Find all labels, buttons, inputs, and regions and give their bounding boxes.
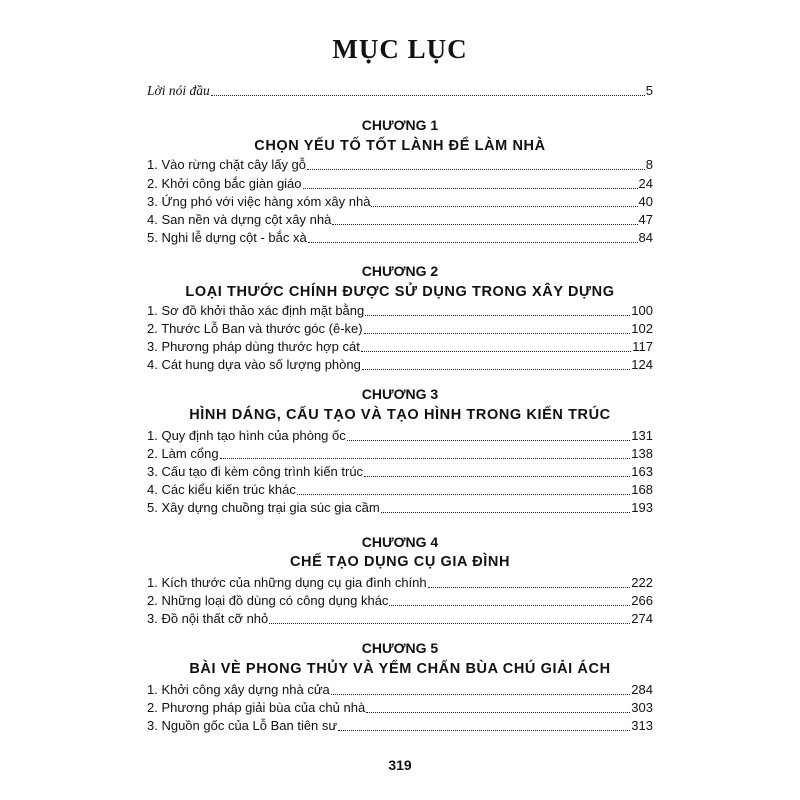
chapter-5-title: BÀI VÈ PHONG THỦY VÀ YỂM CHẤN BÙA CHÚ GIẢI ÁCH <box>189 661 611 677</box>
toc-entry[interactable] <box>147 194 653 210</box>
dot-leader <box>308 241 638 243</box>
toc-entry[interactable] <box>147 718 653 734</box>
toc-entry-label: 4. Cát hung dựa vào số lượng phòng <box>147 357 361 372</box>
dot-leader <box>338 729 630 731</box>
toc-entry-label: 1. Kích thước của những dụng cụ gia đình chính <box>147 575 427 590</box>
toc-entry[interactable] <box>147 500 653 516</box>
toc-entry-label: 1. Sơ đồ khởi thảo xác định mặt bằng <box>147 303 365 318</box>
toc-entry-page: 266 <box>631 593 653 608</box>
toc-entry-label: 3. Nguồn gốc của Lỗ Ban tiên sư <box>147 718 338 733</box>
toc-entry-page: 5 <box>645 83 653 98</box>
toc-entry[interactable] <box>147 230 653 246</box>
toc-entry-page: 274 <box>631 611 653 626</box>
toc-entry-label: 3. Ứng phó với việc hàng xóm xây nhà <box>147 194 371 209</box>
toc-entry[interactable] <box>147 593 653 609</box>
page-title: MỤC LỤC <box>332 34 468 64</box>
chapter-1-label: CHƯƠNG 1 <box>361 117 439 133</box>
chapter-5-label: CHƯƠNG 5 <box>361 640 439 656</box>
dot-leader <box>364 332 631 334</box>
dot-leader <box>220 457 631 459</box>
toc-entry[interactable] <box>147 157 653 173</box>
toc-entry[interactable] <box>147 482 653 498</box>
toc-entry-page: 168 <box>631 482 653 497</box>
dot-leader <box>211 94 645 96</box>
toc-entry[interactable] <box>147 700 653 716</box>
toc-entry-page: 131 <box>631 428 653 443</box>
toc-entry-label: 4. Các kiểu kiến trúc khác <box>147 482 296 497</box>
toc-entry-label: Lời nói đầu <box>147 83 210 98</box>
toc-entry[interactable] <box>147 464 653 480</box>
toc-entry-label: 1. Khởi công xây dựng nhà cửa <box>147 682 330 697</box>
toc-entry-label: 3. Cấu tạo đi kèm công trình kiến trúc <box>147 464 364 479</box>
dot-leader <box>428 586 631 588</box>
toc-entry[interactable] <box>147 682 653 698</box>
dot-leader <box>307 168 645 170</box>
toc-entry[interactable] <box>147 339 653 355</box>
dot-leader <box>371 205 637 207</box>
toc-entry-page: 138 <box>631 446 653 461</box>
dot-leader <box>365 314 630 316</box>
toc-entry-label: 2. Làm cổng <box>147 446 219 461</box>
toc-entry-label: 5. Nghi lễ dựng cột - bắc xà <box>147 230 307 245</box>
dot-leader <box>331 693 631 695</box>
chapter-2-label: CHƯƠNG 2 <box>361 263 439 279</box>
chapter-2-title: LOẠI THƯỚC CHÍNH ĐƯỢC SỬ DỤNG TRONG XÂY DỰNG <box>185 284 615 300</box>
toc-entry-page: 163 <box>631 464 653 479</box>
toc-entry-page: 8 <box>645 157 653 172</box>
toc-entry-label: 5. Xây dựng chuồng trại gia súc gia cầm <box>147 500 380 515</box>
toc-entry-label: 2. Phương pháp giải bùa của chủ nhà <box>147 700 366 715</box>
toc-entry-page: 24 <box>638 176 653 191</box>
toc-entry-page: 100 <box>631 303 653 318</box>
toc-entry[interactable] <box>147 428 653 444</box>
chapter-1-title: CHỌN YẾU TỐ TỐT LÀNH ĐỂ LÀM NHÀ <box>254 138 546 154</box>
toc-entry-label: 2. Khởi công bắc giàn giáo <box>147 176 302 191</box>
toc-entry-label: 4. San nền và dựng cột xây nhà <box>147 212 332 227</box>
dot-leader <box>303 187 638 189</box>
dot-leader <box>297 493 630 495</box>
toc-entry-page: 84 <box>638 230 653 245</box>
toc-entry[interactable] <box>147 611 653 627</box>
toc-entry-label: 1. Vào rừng chặt cây lấy gỗ <box>147 157 307 172</box>
toc-entry-page: 117 <box>632 339 653 354</box>
toc-entry-page: 284 <box>631 682 653 697</box>
chapter-3-title: HÌNH DÁNG, CẤU TẠO VÀ TẠO HÌNH TRONG KIẾN TRÚC <box>189 407 611 423</box>
toc-entry[interactable] <box>147 357 653 373</box>
toc-entry[interactable] <box>147 575 653 591</box>
chapter-4-title: CHẾ TẠO DỤNG CỤ GIA ĐÌNH <box>289 554 511 570</box>
toc-entry-page: 313 <box>631 718 653 733</box>
toc-entry-page: 47 <box>638 212 653 227</box>
toc-entry[interactable] <box>147 446 653 462</box>
dot-leader <box>347 439 631 441</box>
toc-entry-label: 1. Quy định tạo hình của phòng ốc <box>147 428 346 443</box>
dot-leader <box>332 223 637 225</box>
toc-entry[interactable] <box>147 321 653 337</box>
toc-entry-page: 102 <box>631 321 653 336</box>
toc-entry-label: 3. Đồ nội thất cỡ nhỏ <box>147 611 269 626</box>
dot-leader <box>389 604 630 606</box>
toc-entry[interactable] <box>147 176 653 192</box>
dot-leader <box>361 350 631 352</box>
toc-entry[interactable] <box>147 303 653 319</box>
toc-entry-page: 193 <box>631 500 653 515</box>
dot-leader <box>366 711 630 713</box>
dot-leader <box>269 622 630 624</box>
toc-entry-page: 40 <box>638 194 653 209</box>
chapter-3-label: CHƯƠNG 3 <box>361 386 439 402</box>
dot-leader <box>362 368 630 370</box>
chapter-4-label: CHƯƠNG 4 <box>361 534 439 550</box>
toc-entry-label: 2. Thước Lỗ Ban và thước góc (ê-ke) <box>147 321 363 336</box>
toc-entry-page: 124 <box>631 357 653 372</box>
toc-entry-intro[interactable] <box>147 83 653 99</box>
toc-entry-page: 303 <box>631 700 653 715</box>
toc-entry[interactable] <box>147 212 653 228</box>
page-number: 319 <box>388 757 412 773</box>
dot-leader <box>381 511 631 513</box>
dot-leader <box>364 475 630 477</box>
toc-entry-label: 3. Phương pháp dùng thước hợp cát <box>147 339 360 354</box>
toc-entry-label: 2. Những loại đồ dùng có công dụng khác <box>147 593 389 608</box>
toc-entry-page: 222 <box>631 575 653 590</box>
